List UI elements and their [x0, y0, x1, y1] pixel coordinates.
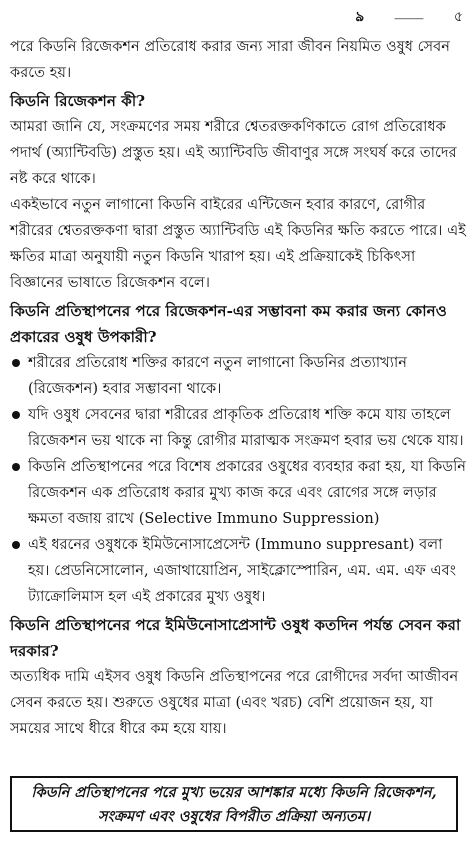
rejection-paragraph-2: একইভাবে নতুন লাগানো কিডনি বাইরের এন্টিজেন হবার কারণে, রোগীর শরীরের শ্বেতরক্তকণা দ্বারা প্রস্তুত অ্যান্টিবডি এই কিডনির ক্ষতি করতে পারে। এই ক্ষতির মাত্রা অনুযায়ী নতুন কিডনি খারাপ হয়। এই প্রক্রিয়াকেই চিকিৎসা বিজ্ঞানের ভাষাতে রিজেকশন বলে।	[10, 196, 466, 291]
duration-paragraph: অত্যধিক দামি এইসব ওষুধ কিডনি প্রতিস্থাপনের পরে রোগীদের সর্বদা আজীবন সেবন করতে হয়। শুরুতে ওষুধের মাত্রা (এবং খরচ) বেশি প্রয়োজন হয়, যা সময়ের সাথে ধীরে ধীরে কম হয়ে যায়।	[10, 668, 459, 737]
rejection-paragraph-1: আমরা জানি যে, সংক্রমণের সময় শরীরে শ্বেতরক্তকণিকাতে রোগ প্রতিরোধক পদার্থ (অ্যান্টিবডি) প্রস্তুত হয়। এই অ্যান্টিবডি জীবাণুর সঙ্গে সংঘর্ষ করে তাদের নষ্ট করে থাকে।	[10, 118, 457, 187]
logo-mark: ঌ	[355, 9, 364, 25]
bullet-item: এই ধরনের ওষুধকে ইমিউনোসাপ্রেসেন্ট (Immuno suppresant) বলা হয়। প্রেডনিসোলোন, এজাথায়োপ্রিন, সাইক্লোস্পোরিন, এম. এম. এফ এবং ট্যাক্রোলিমাস হল এই প্রকারের মুখ্য ওষুধ।	[10, 532, 468, 610]
callout-box: কিডনি প্রতিস্থাপনের পরে মুখ্য ভয়ের আশঙ্কার মধ্যে কিডনি রিজেকশন, সংক্রমণ এবং ওষুধের বিপরীত প্রক্রিয়া অন্যতম।	[10, 776, 458, 832]
medicine-bullet-list	[10, 350, 468, 610]
section-heading-rejection: কিডনি রিজেকশন কী?	[10, 92, 146, 110]
bullet-item: শরীরের প্রতিরোধ শক্তির কারণে নতুন লাগানো কিডনির প্রত্যাখ্যান (রিজেকশন) হবার সম্ভাবনা থাকে।	[10, 350, 468, 402]
intro-paragraph: পরে কিডনি রিজেকশন প্রতিরোধ করার জন্য সারা জীবন নিয়মিত ওষুধ সেবন করতে হয়।	[10, 38, 450, 81]
page-number: ৫	[453, 9, 463, 25]
header-dash: ⸻	[393, 10, 424, 25]
bullet-item: যদি ওষুধ সেবনের দ্বারা শরীরের প্রাকৃতিক প্রতিরোধ শক্তি কমে যায় তাহলে রিজেকশন ভয় থাকে না কিন্তু রোগীর মারাত্মক সংক্রমণ হবার ভয় থেকে যায়।	[10, 402, 468, 454]
section-heading-duration: কিডনি প্রতিস্থাপনের পরে ইমিউনোসাপ্রেসান্ট ওষুধ কতদিন পর্যন্ত সেবন করা দরকার?	[10, 616, 461, 660]
bullet-item: কিডনি প্রতিস্থাপনের পরে বিশেষ প্রকারের ওষুধের ব্যবহার করা হয়, যা কিডনি রিজেকশন এক প্রতিরোধ করার মুখ্য কাজ করে এবং রোগের সঙ্গে লড়ার ক্ষমতা বজায় রাখে (Selective Immuno Suppression)	[10, 454, 468, 532]
page-content	[10, 34, 468, 742]
section-heading-medicines: কিডনি প্রতিস্থাপনের পরে রিজেকশন-এর সম্ভাবনা কম করার জন্য কোনও প্রকারের ওষুধ উপকারী?	[10, 302, 447, 346]
page-header	[356, 6, 463, 28]
